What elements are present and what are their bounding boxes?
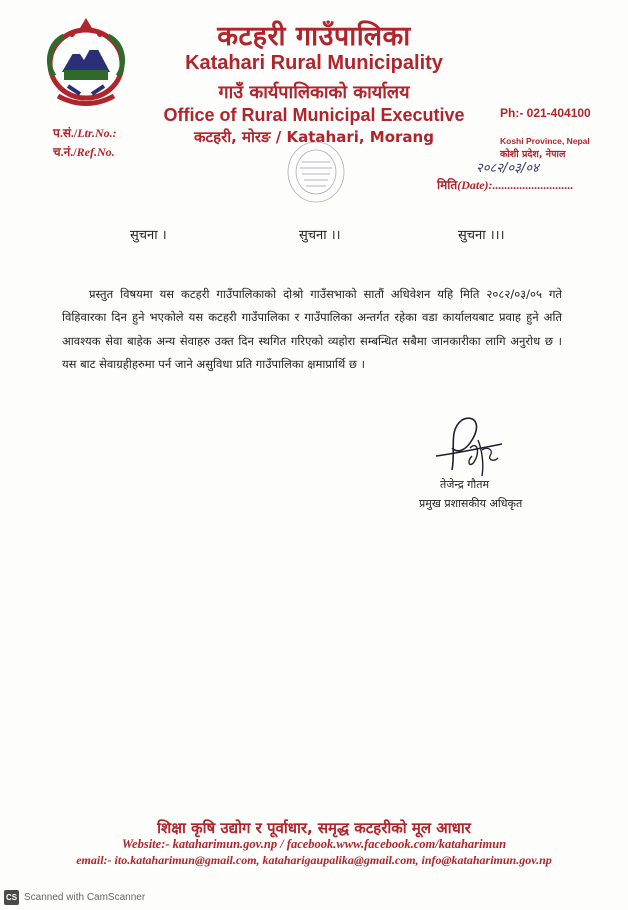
province-nepali: कोशी प्रदेश, नेपाल — [500, 149, 566, 160]
footer-website: Website:- kataharimun.gov.np / facebook.www.facebook.com/kataharimun — [121, 837, 507, 851]
letter-reference-block — [53, 124, 117, 162]
office-stamp — [268, 134, 364, 208]
camscanner-watermark — [4, 889, 145, 905]
signer-name: तेजेन्द्र गौतम — [440, 478, 490, 491]
camscanner-text: Scanned with CamScanner — [24, 891, 146, 903]
office-address: कटहरी, मोरङ / Katahari, Morang — [194, 128, 434, 146]
phone-number: Ph:- 021-404100 — [500, 106, 591, 120]
office-title-english: Office of Rural Municipal Executive — [163, 105, 465, 125]
camscanner-logo-icon: CS — [4, 890, 19, 905]
notice-heading-1: सुचना । — [130, 228, 167, 243]
notice-body: प्रस्तुत विषयमा यस कटहरी गाउँपालिकाको दोश्रो गाउँसभाको सातौं अधिवेशन यहि मिति २०८२/०३/०५ गते विहिवारका दिन हुने भएकोले यस कटहरी गाउँपालिका र गाउँपालिका अन्तर्गत रहेका वडा कार्यालयबाट प्रवाह हुने अति आवश्यक सेवा बाहेक अन्य सेवाहरु उक्त दिन स्थगित गरिएको व्यहोरा सम्बन्धित सबैमा जानकारीका लागि अनुरोध छ । यस बाट सेवाग्रहीहरुमा पर्न जाने असुविधा प्रति गाउँपालिका क्षमाप्रार्थि छ । — [62, 287, 562, 372]
municipality-title-nepali: कटहरी गाउँपालिका — [217, 21, 411, 52]
signature — [422, 410, 512, 482]
date-value: २०८२/०३/०४ — [476, 161, 539, 176]
signer-title: प्रमुख प्रशासकीय अधिकृत — [419, 497, 523, 510]
footer-slogan: शिक्षा कृषि उद्योग र पूर्वाधार, समृद्ध कटहरीको मूल आधार — [157, 819, 471, 837]
reference-number-label: च.नं./Ref.No. — [53, 145, 115, 159]
notice-heading-2: सुचना ।। — [299, 228, 341, 243]
municipality-title-english: Katahari Rural Municipality — [185, 52, 443, 74]
letter-number-label: प.सं./Ltr.No.: — [53, 126, 117, 140]
office-title-nepali: गाउँ कार्यपालिकाको कार्यालय — [218, 82, 410, 103]
footer-email: email:- ito.kataharimun@gmail.com, kataharigaupalika@gmail.com, info@kataharimun.gov.np — [76, 853, 552, 867]
notice-heading-3: सुचना ।।। — [458, 228, 505, 243]
date-label: मिति(Date):........................... — [437, 178, 574, 192]
province-english: Koshi Province, Nepal — [500, 136, 590, 146]
